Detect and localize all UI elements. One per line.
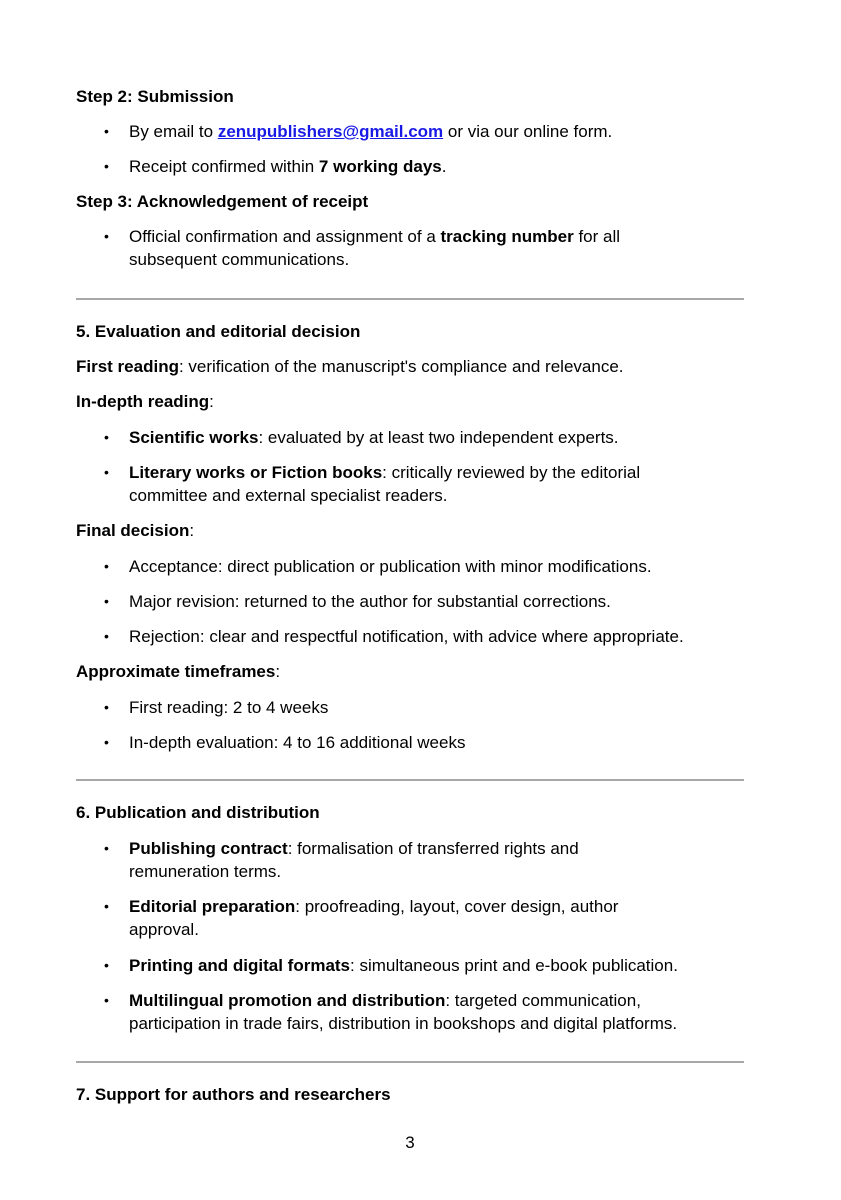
tracking-line2: subsequent communications.: [129, 250, 350, 269]
list-item-promotion: [129, 989, 744, 1035]
list-item-printing: [129, 954, 744, 977]
item-line2: approval.: [129, 920, 199, 939]
bullet-icon: •: [104, 992, 109, 1008]
timeframes-colon: :: [275, 662, 281, 681]
tracking-suffix: for all: [573, 227, 621, 246]
first-reading-label: First reading: [76, 357, 179, 376]
list-item: Rejection: clear and respectful notification, with advice where appropriate.: [129, 627, 684, 646]
timeframes-paragraph: [76, 660, 756, 683]
item-label: Publishing contract: [129, 839, 288, 858]
bullet-icon: •: [104, 558, 109, 574]
section6-heading: 6. Publication and distribution: [76, 803, 320, 822]
email-suffix: or via our online form.: [443, 122, 613, 141]
step2-heading: Step 2: Submission: [76, 87, 234, 106]
first-reading-paragraph: [76, 355, 756, 378]
item-text: : simultaneous print and e-book publication.: [350, 956, 678, 975]
bullet-icon: •: [104, 734, 109, 750]
receipt-prefix: Receipt confirmed within: [129, 157, 319, 176]
bullet-icon: •: [104, 123, 109, 139]
final-decision-label: Final decision: [76, 521, 190, 540]
email-prefix: By email to: [129, 122, 218, 141]
first-reading-text: : verification of the manuscript's compliance and relevance.: [178, 357, 624, 376]
bullet-icon: •: [104, 699, 109, 715]
divider: [76, 779, 744, 781]
item-label: Printing and digital formats: [129, 956, 351, 975]
final-decision-colon: :: [189, 521, 195, 540]
literary-text: : critically reviewed by the editorial: [382, 463, 641, 482]
list-item-tracking: [129, 225, 744, 271]
divider: [76, 298, 744, 300]
section7-heading: 7. Support for authors and researchers: [76, 1085, 391, 1104]
divider: [76, 1061, 744, 1063]
scientific-text: : evaluated by at least two independent experts.: [258, 428, 619, 447]
list-item: Acceptance: direct publication or publication with minor modifications.: [129, 557, 652, 576]
indepth-paragraph: [76, 390, 756, 413]
final-decision-paragraph: [76, 519, 756, 542]
list-item: In-depth evaluation: 4 to 16 additional weeks: [129, 733, 466, 752]
timeframes-label: Approximate timeframes: [76, 662, 276, 681]
list-item-contract: [129, 837, 744, 883]
item-text: : targeted communication,: [445, 991, 641, 1010]
email-link[interactable]: zenupublishers@gmail.com: [217, 122, 444, 141]
bullet-icon: •: [104, 158, 109, 174]
literary-label: Literary works or Fiction books: [129, 463, 383, 482]
item-label: Editorial preparation: [129, 897, 296, 916]
bullet-icon: •: [104, 429, 109, 445]
bullet-icon: •: [104, 898, 109, 914]
indepth-colon: :: [209, 392, 214, 411]
bullet-icon: •: [104, 957, 109, 973]
bullet-icon: •: [104, 593, 109, 609]
page-number: 3: [405, 1133, 415, 1152]
tracking-number-label: tracking number: [440, 227, 574, 246]
scientific-label: Scientific works: [129, 428, 259, 447]
step3-heading: Step 3: Acknowledgement of receipt: [76, 192, 369, 211]
list-item-editorial: [129, 895, 744, 941]
literary-line2: committee and external specialist readers.: [129, 486, 448, 505]
item-label: Multilingual promotion and distribution: [129, 991, 446, 1010]
item-text: : proofreading, layout, cover design, author: [295, 897, 619, 916]
receipt-days: 7 working days: [318, 157, 442, 176]
item-line2: remuneration terms.: [129, 862, 282, 881]
receipt-suffix: .: [441, 157, 447, 176]
list-item-receipt: [129, 155, 744, 178]
section5-heading: 5. Evaluation and editorial decision: [76, 322, 361, 341]
indepth-label: In-depth reading: [76, 392, 210, 411]
item-line2: participation in trade fairs, distribution in bookshops and digital platforms.: [129, 1014, 678, 1033]
bullet-icon: •: [104, 628, 109, 644]
list-item: Major revision: returned to the author for substantial corrections.: [129, 592, 611, 611]
list-item-scientific: [129, 426, 744, 449]
bullet-icon: •: [104, 464, 109, 480]
list-item: First reading: 2 to 4 weeks: [129, 698, 329, 717]
list-item-literary: [129, 461, 744, 507]
tracking-prefix: Official confirmation and assignment of a: [129, 227, 441, 246]
bullet-icon: •: [104, 840, 109, 856]
bullet-icon: •: [104, 228, 109, 244]
list-item-email: [129, 120, 744, 143]
item-text: : formalisation of transferred rights and: [287, 839, 579, 858]
